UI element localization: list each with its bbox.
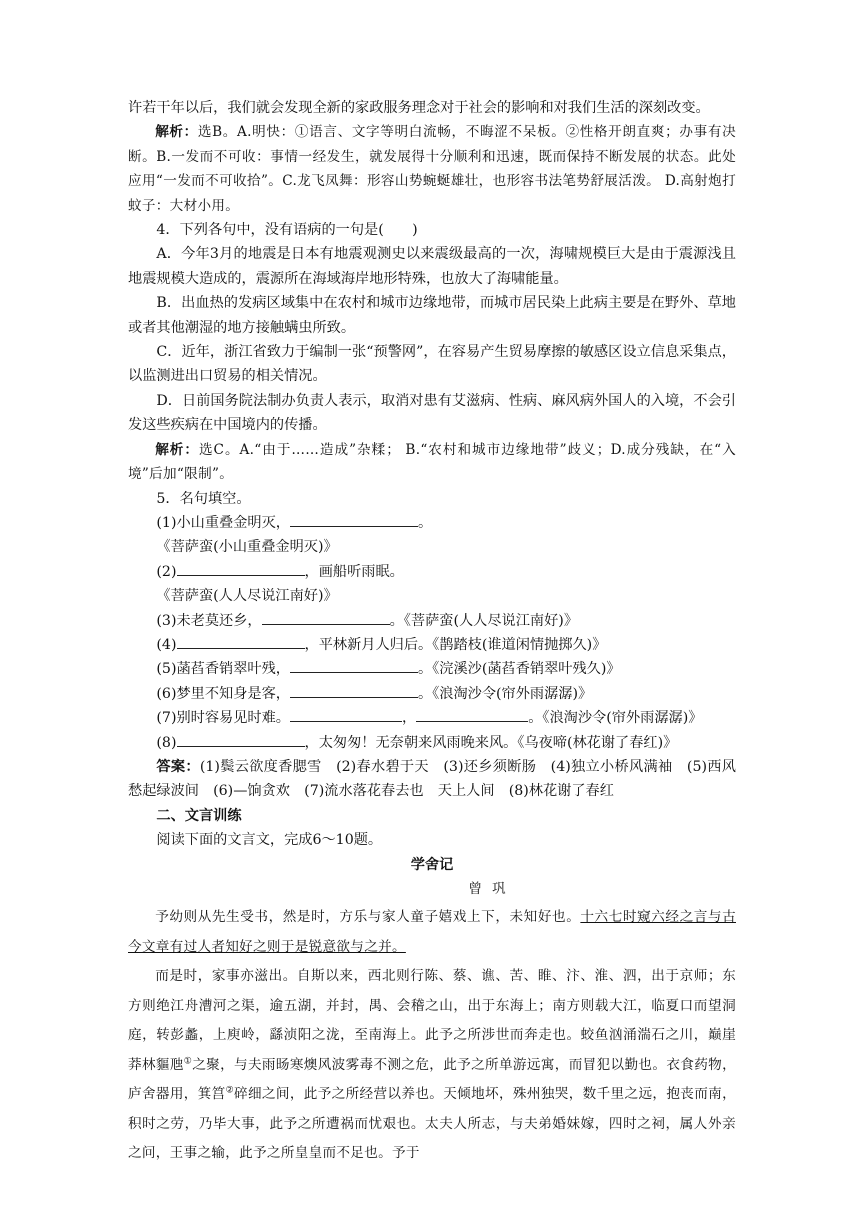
passage-author: 曾巩 bbox=[468, 881, 516, 897]
answer-blank bbox=[290, 706, 402, 722]
q4-option-b: B．出血热的发病区域集中在农村和城市边缘地带，而城市居民染上此病主要是在野外、草地或者其他潮湿的地方接触螨虫所致。 bbox=[128, 295, 736, 336]
q3-analysis bbox=[128, 120, 736, 218]
answer-blank bbox=[290, 511, 418, 527]
answer-blank bbox=[177, 560, 305, 576]
analysis-text: 选C。A.“由于……造成”杂糅； B.“农村和城市边缘地带”歧义；D.成分残缺，在“入境”后加“限制”。 bbox=[128, 441, 736, 483]
answer-blank bbox=[262, 609, 390, 625]
source-title: 《菩萨蛮(人人尽说江南好)》 bbox=[156, 588, 338, 605]
section-instruction: 阅读下面的文言文，完成6～10题。 bbox=[156, 832, 383, 849]
fill-item-7: (7)别时容易见时难。 ， 。《浪淘沙令(帘外雨潺潺)》 bbox=[128, 706, 736, 730]
answer-blank bbox=[290, 657, 418, 673]
q4-stem: 4．下列各句中，没有语病的一句是( ) bbox=[156, 222, 418, 239]
intro-paragraph: 许若干年以后，我们就会发现全新的家政服务理念对于社会的影响和对我们生活的深刻改变。 bbox=[128, 100, 710, 116]
answer-text: (1)鬓云欲度香腮雪 (2)春水碧于天 (3)还乡须断肠 (4)独立小桥风满袖 (5)西风愁起绿波间 (6)—饷贪欢 (7)流水落花春去也 天上人间 (8)林花谢了春红 bbox=[128, 758, 736, 800]
footnote-marker: ② bbox=[225, 1085, 235, 1096]
fill-item-8: (8) ，太匆匆！无奈朝来风雨晚来风。《乌夜啼(林花谢了春红)》 bbox=[128, 731, 736, 755]
q4-option-d: D．日前国务院法制办负责人表示，取消对患有艾滋病、性病、麻风病外国人的入境，不会引发这些疾病在中国境内的传播。 bbox=[128, 392, 736, 434]
analysis-text: 选B。A.明快：①语言、文字等明白流畅，不晦涩不呆板。②性格开朗直爽；办事有决断。B.一发而不可收：事情一经发生，就发展得十分顺利和迅速，既而保持不断发展的状态。此处应用“一发而不可收拾”。C.龙飞凤舞：形容山势蜿蜒雄壮，也形容书法笔势舒展活泼。 D.高射炮打蚊子：大材小用。 bbox=[128, 124, 736, 214]
fill-item-4: (4) ，平林新月人归后。《鹊踏枝(谁道闲情抛掷久)》 bbox=[128, 633, 736, 657]
footnote-marker: ① bbox=[183, 1056, 193, 1067]
analysis-label: 解析： bbox=[155, 124, 198, 141]
fill-item-5: (5)菡萏香销翠叶残， 。《浣溪沙(菡萏香销翠叶残久)》 bbox=[128, 657, 736, 681]
section-heading: 二、文言训练 bbox=[156, 807, 242, 824]
analysis-label: 解析： bbox=[155, 441, 199, 458]
q4-analysis bbox=[128, 438, 736, 487]
fill-item-3: (3)未老莫还乡， 。《菩萨蛮(人人尽说江南好)》 bbox=[128, 609, 736, 633]
document-page bbox=[128, 96, 736, 1169]
answer-label: 答案： bbox=[156, 758, 200, 775]
answer-blank bbox=[416, 706, 528, 722]
q4-option-c: C．近年，浙江省致力于编制一张“预警网”，在容易产生贸易摩擦的敏感区设立信息采集点，以监测进出口贸易的相关情况。 bbox=[128, 344, 736, 385]
q5-stem: 5．名句填空。 bbox=[156, 490, 251, 507]
passage-body bbox=[128, 903, 736, 1169]
answer-blank bbox=[177, 633, 305, 649]
answer-blank bbox=[290, 682, 418, 698]
underlined-sentence: 十六七时窥六经之言与古今文章有过人者知好之则于是锐意欲与之并。 bbox=[128, 909, 736, 955]
passage-paragraph-2: 而是时，家事亦滋出。自斯以来，西北则行陈、蔡、谯、苦、睢、汴、淮、泗，出于京师；东方则绝江舟漕河之渠，逾五湖，并封，禺、会稽之山，出于东海上；南方则载大江，临夏口而望洞庭，转彭蠡，上庾岭，繇浈阳之泷，至南海上。此予之所涉世而奔走也。蛟鱼汹涌湍石之川，巅崖莽林貙虺①之聚，与夫雨旸寒燠风波雾毒不测之危，此予之所单游远寓，而冒犯以勤也。衣食药物，庐舍器用，箕筥②碎细之间，此予之所经营以养也。天倾地坏，殊州独哭，数千里之远，抱丧而南，积时之劳，乃毕大事，此予之所遭祸而忧艰也。太夫人所志，与夫弟婚妹嫁，四时之祠，属人外亲之问，王事之输，此予之所皇皇而不足也。予于 bbox=[128, 968, 736, 1162]
fill-item-2: (2) ，画船听雨眠。 bbox=[128, 560, 736, 584]
q4-option-a: A．今年3月的地震是日本有地震观测史以来震级最高的一次，海啸规模巨大是由于震源浅且地震规模大造成的，震源所在海域海岸地形特殊，也放大了海啸能量。 bbox=[128, 246, 736, 287]
answer-blank bbox=[177, 731, 305, 747]
q5-answer bbox=[128, 755, 736, 804]
fill-item-1: (1)小山重叠金明灭， 。 bbox=[128, 511, 736, 535]
source-title: 《菩萨蛮(小山重叠金明灭)》 bbox=[156, 539, 338, 556]
passage-title: 学舍记 bbox=[410, 856, 454, 873]
passage-paragraph-1: 予幼则从先生受书，然是时，方乐与家人童子嬉戏上下，未知好也。十六七时窥六经之言与古今文章有过人者知好之则于是锐意欲与之并。 bbox=[128, 909, 736, 955]
fill-item-6: (6)梦里不知身是客， 。《浪淘沙令(帘外雨潺潺)》 bbox=[128, 682, 736, 706]
